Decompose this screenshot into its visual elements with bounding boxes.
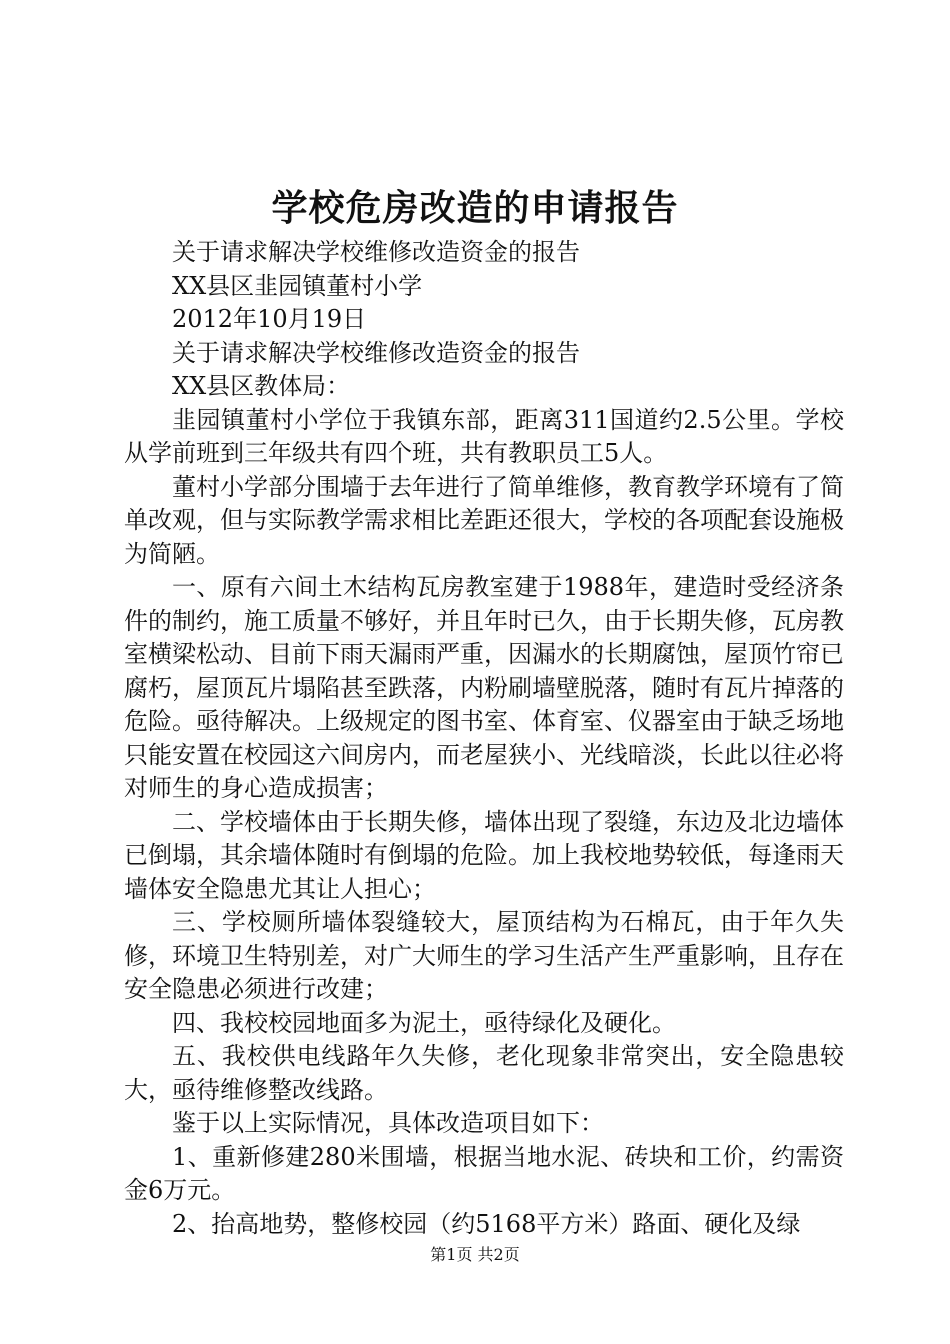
paragraph-background: 董村小学部分围墙于去年进行了简单维修，教育教学环境有了简单改观，但与实际教学需求相比差距还很大，学校的各项配套设施极为简陋。: [124, 472, 844, 568]
paragraph-addressee: XX县区教体局：: [172, 372, 351, 400]
paragraph-issue-4: 四、我校校园地面多为泥土，亟待绿化及硬化。: [172, 1008, 676, 1037]
paragraph-intro: 韭园镇董村小学位于我镇东部，距离311国道约2.5公里。学校从学前班到三年级共有四个班，共有教职员工5人。: [124, 405, 844, 467]
paragraph-subject-repeat: 关于请求解决学校维修改造资金的报告: [172, 338, 580, 367]
paragraph-plan-intro: 鉴于以上实际情况，具体改造项目如下：: [172, 1109, 604, 1137]
paragraph-issue-3: 三、学校厕所墙体裂缝较大，屋顶结构为石棉瓦，由于年久失修，环境卫生特别差，对广大师生的学习生活产生严重影响，且存在安全隐患必须进行改建；: [124, 908, 844, 1003]
paragraph-plan-1: 1、重新修建280米围墙，根据当地水泥、砖块和工价，约需资金6万元。: [124, 1142, 844, 1204]
paragraph-issue-2: 二、学校墙体由于长期失修，墙体出现了裂缝，东边及北边墙体已倒塌，其余墙体随时有倒塌的危险。加上我校地势较低，每逢雨天墙体安全隐患尤其让人担心；: [124, 807, 844, 903]
paragraph-school: XX县区韭园镇董村小学: [172, 271, 423, 300]
page-footer: 第1页 共2页: [430, 1245, 520, 1264]
document-body: [124, 236, 844, 1241]
paragraph-issue-5: 五、我校供电线路年久失修，老化现象非常突出，安全隐患较大，亟待维修整改线路。: [124, 1042, 844, 1104]
paragraph-date: 2012年10月19日: [172, 305, 367, 333]
paragraph-issue-1: 一、原有六间土木结构瓦房教室建于1988年，建造时受经济条件的制约，施工质量不够好，并且年时已久，由于长期失修，瓦房教室横梁松动、目前下雨天漏雨严重，因漏水的长期腐蚀，屋顶竹帘已腐朽，屋顶瓦片塌陷甚至跌落，内粉刷墙壁脱落，随时有瓦片掉落的危险。亟待解决。上级规定的图书室、体育室、仪器室由于缺乏场地只能安置在校园这六间房内，而老屋狭小、光线暗淡，长此以往必将对师生的身心造成损害；: [124, 573, 844, 802]
document-title: 学校危房改造的申请报告: [271, 187, 679, 229]
paragraph-subject: 关于请求解决学校维修改造资金的报告: [172, 238, 580, 266]
paragraph-plan-2: 2、抬高地势，整修校园（约5168平方米）路面、硬化及绿: [172, 1209, 801, 1238]
